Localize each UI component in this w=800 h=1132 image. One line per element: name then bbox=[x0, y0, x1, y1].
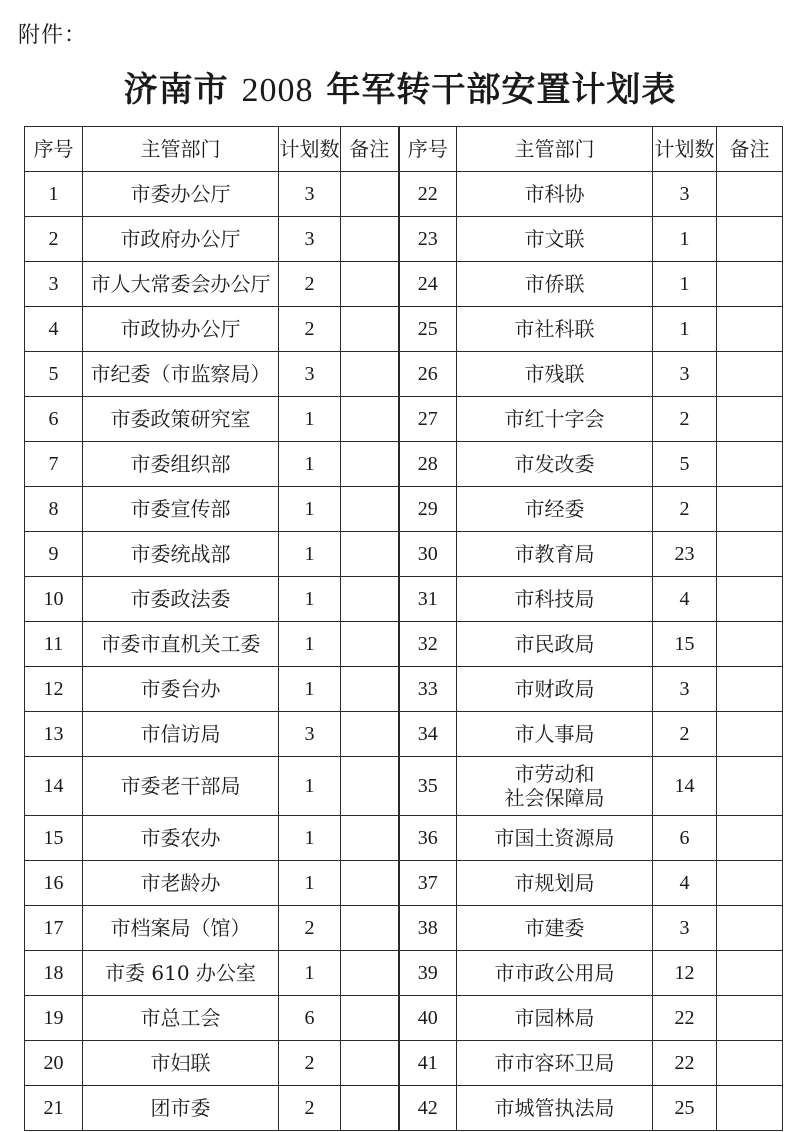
row-seq-right: 38 bbox=[399, 906, 457, 951]
dept-line: 社会保障局 bbox=[504, 786, 605, 810]
row-plan-right: 23 bbox=[653, 532, 717, 577]
row-plan-left: 2 bbox=[279, 262, 341, 307]
row-plan-left: 1 bbox=[279, 861, 341, 906]
table-row bbox=[25, 996, 783, 1041]
row-note-left bbox=[341, 172, 399, 217]
dept-line: 市劳动和 bbox=[514, 762, 595, 786]
row-dept-right: 市市政公用局 bbox=[457, 951, 653, 996]
col-header-note-right: 备注 bbox=[717, 127, 783, 172]
row-plan-right: 14 bbox=[653, 757, 717, 816]
row-dept-left: 市政协办公厅 bbox=[83, 307, 279, 352]
table-row bbox=[25, 352, 783, 397]
row-note-right bbox=[717, 906, 783, 951]
row-plan-left: 3 bbox=[279, 352, 341, 397]
table-row bbox=[25, 397, 783, 442]
table-row bbox=[25, 262, 783, 307]
row-note-right bbox=[717, 712, 783, 757]
row-seq-right: 33 bbox=[399, 667, 457, 712]
row-plan-left: 2 bbox=[279, 906, 341, 951]
row-plan-right: 3 bbox=[653, 172, 717, 217]
row-seq-left: 13 bbox=[25, 712, 83, 757]
title-year: 2008 bbox=[241, 72, 314, 109]
row-dept-right: 市社科联 bbox=[457, 307, 653, 352]
row-seq-right: 36 bbox=[399, 816, 457, 861]
col-header-plan-right: 计划数 bbox=[653, 127, 717, 172]
row-note-right bbox=[717, 951, 783, 996]
row-seq-left: 5 bbox=[25, 352, 83, 397]
row-note-left bbox=[341, 1086, 399, 1131]
row-dept-right: 市教育局 bbox=[457, 532, 653, 577]
row-plan-right: 1 bbox=[653, 217, 717, 262]
row-seq-right: 23 bbox=[399, 217, 457, 262]
row-note-right bbox=[717, 861, 783, 906]
row-dept-right: 市残联 bbox=[457, 352, 653, 397]
row-note-right bbox=[717, 352, 783, 397]
row-seq-left: 16 bbox=[25, 861, 83, 906]
row-note-left bbox=[341, 667, 399, 712]
row-seq-right: 34 bbox=[399, 712, 457, 757]
row-dept-left: 市老龄办 bbox=[83, 861, 279, 906]
row-note-left bbox=[341, 622, 399, 667]
row-dept-left: 市妇联 bbox=[83, 1041, 279, 1086]
row-plan-left: 2 bbox=[279, 1086, 341, 1131]
row-note-right bbox=[717, 622, 783, 667]
row-plan-right: 2 bbox=[653, 397, 717, 442]
row-dept-left: 市信访局 bbox=[83, 712, 279, 757]
row-seq-right: 30 bbox=[399, 532, 457, 577]
row-dept-left: 市委宣传部 bbox=[83, 487, 279, 532]
table-row bbox=[25, 622, 783, 667]
table-row bbox=[25, 217, 783, 262]
row-note-right bbox=[717, 442, 783, 487]
row-dept-left: 市委政策研究室 bbox=[83, 397, 279, 442]
row-note-right bbox=[717, 307, 783, 352]
row-dept-right: 市文联 bbox=[457, 217, 653, 262]
row-seq-left: 19 bbox=[25, 996, 83, 1041]
row-plan-right: 3 bbox=[653, 667, 717, 712]
row-plan-left: 3 bbox=[279, 712, 341, 757]
row-seq-right: 22 bbox=[399, 172, 457, 217]
row-plan-right: 4 bbox=[653, 577, 717, 622]
row-plan-right: 5 bbox=[653, 442, 717, 487]
table-row bbox=[25, 577, 783, 622]
table-row bbox=[25, 712, 783, 757]
row-seq-right: 35 bbox=[399, 757, 457, 816]
col-header-plan: 计划数 bbox=[279, 127, 341, 172]
row-seq-right: 37 bbox=[399, 861, 457, 906]
row-note-left bbox=[341, 532, 399, 577]
title-suffix: 年军转干部安置计划表 bbox=[326, 70, 677, 110]
row-note-right bbox=[717, 262, 783, 307]
row-plan-right: 6 bbox=[653, 816, 717, 861]
table-row bbox=[25, 442, 783, 487]
row-dept-left: 市委市直机关工委 bbox=[83, 622, 279, 667]
table-row bbox=[25, 307, 783, 352]
row-seq-left: 11 bbox=[25, 622, 83, 667]
row-plan-left: 6 bbox=[279, 996, 341, 1041]
table-row bbox=[25, 906, 783, 951]
row-dept-right: 市红十字会 bbox=[457, 397, 653, 442]
row-seq-right: 28 bbox=[399, 442, 457, 487]
row-seq-left: 14 bbox=[25, 757, 83, 816]
row-seq-left: 9 bbox=[25, 532, 83, 577]
row-plan-right: 12 bbox=[653, 951, 717, 996]
row-plan-left: 1 bbox=[279, 397, 341, 442]
row-plan-left: 1 bbox=[279, 442, 341, 487]
row-plan-right: 2 bbox=[653, 487, 717, 532]
row-dept-right: 市科技局 bbox=[457, 577, 653, 622]
row-seq-left: 21 bbox=[25, 1086, 83, 1131]
row-seq-left: 7 bbox=[25, 442, 83, 487]
row-note-right bbox=[717, 1086, 783, 1131]
row-dept-left: 市委老干部局 bbox=[83, 757, 279, 816]
row-seq-right: 27 bbox=[399, 397, 457, 442]
row-dept-left: 市委农办 bbox=[83, 816, 279, 861]
table-row bbox=[25, 172, 783, 217]
row-note-right bbox=[717, 757, 783, 816]
row-seq-left: 12 bbox=[25, 667, 83, 712]
row-dept-left: 市委政法委 bbox=[83, 577, 279, 622]
row-dept-left: 市总工会 bbox=[83, 996, 279, 1041]
row-plan-right: 3 bbox=[653, 352, 717, 397]
row-seq-right: 40 bbox=[399, 996, 457, 1041]
row-note-right bbox=[717, 532, 783, 577]
row-dept-left: 市人大常委会办公厅 bbox=[83, 262, 279, 307]
row-dept-right: 市建委 bbox=[457, 906, 653, 951]
row-plan-right: 1 bbox=[653, 262, 717, 307]
row-note-left bbox=[341, 906, 399, 951]
col-header-dept: 主管部门 bbox=[83, 127, 279, 172]
row-note-left bbox=[341, 217, 399, 262]
col-header-dept-right: 主管部门 bbox=[457, 127, 653, 172]
table-row bbox=[25, 1041, 783, 1086]
row-seq-left: 20 bbox=[25, 1041, 83, 1086]
row-dept-right: 市园林局 bbox=[457, 996, 653, 1041]
row-plan-left: 1 bbox=[279, 532, 341, 577]
col-header-seq-right: 序号 bbox=[399, 127, 457, 172]
row-note-left bbox=[341, 487, 399, 532]
row-seq-left: 6 bbox=[25, 397, 83, 442]
row-note-right bbox=[717, 217, 783, 262]
title-prefix: 济南市 bbox=[123, 70, 229, 110]
col-header-note: 备注 bbox=[341, 127, 399, 172]
row-seq-left: 18 bbox=[25, 951, 83, 996]
row-dept-right: 市经委 bbox=[457, 487, 653, 532]
row-plan-right: 25 bbox=[653, 1086, 717, 1131]
row-dept-right: 市规划局 bbox=[457, 861, 653, 906]
table-row bbox=[25, 532, 783, 577]
row-plan-right: 3 bbox=[653, 906, 717, 951]
row-seq-right: 29 bbox=[399, 487, 457, 532]
row-seq-right: 39 bbox=[399, 951, 457, 996]
row-note-left bbox=[341, 397, 399, 442]
row-seq-left: 1 bbox=[25, 172, 83, 217]
row-note-left bbox=[341, 1041, 399, 1086]
row-plan-right: 15 bbox=[653, 622, 717, 667]
row-dept-right: 市发改委 bbox=[457, 442, 653, 487]
row-seq-right: 31 bbox=[399, 577, 457, 622]
row-dept-left: 市档案局（馆） bbox=[83, 906, 279, 951]
row-note-right bbox=[717, 172, 783, 217]
row-plan-right: 22 bbox=[653, 1041, 717, 1086]
row-note-left bbox=[341, 757, 399, 816]
row-dept-left: 团市委 bbox=[83, 1086, 279, 1131]
col-header-seq: 序号 bbox=[25, 127, 83, 172]
row-plan-left: 3 bbox=[279, 217, 341, 262]
row-dept-left: 市委办公厅 bbox=[83, 172, 279, 217]
row-note-left bbox=[341, 352, 399, 397]
row-dept-left: 市政府办公厅 bbox=[83, 217, 279, 262]
row-plan-right: 4 bbox=[653, 861, 717, 906]
row-plan-left: 1 bbox=[279, 577, 341, 622]
row-dept-right: 市侨联 bbox=[457, 262, 653, 307]
row-seq-left: 3 bbox=[25, 262, 83, 307]
row-note-right bbox=[717, 996, 783, 1041]
row-dept-right: 市财政局 bbox=[457, 667, 653, 712]
row-note-right bbox=[717, 667, 783, 712]
row-note-right bbox=[717, 1041, 783, 1086]
row-plan-left: 2 bbox=[279, 1041, 341, 1086]
row-dept-right bbox=[457, 757, 653, 816]
row-dept-right: 市市容环卫局 bbox=[457, 1041, 653, 1086]
row-plan-right: 1 bbox=[653, 307, 717, 352]
table-row bbox=[25, 487, 783, 532]
row-seq-left: 10 bbox=[25, 577, 83, 622]
table-row bbox=[25, 1086, 783, 1131]
row-plan-left: 1 bbox=[279, 622, 341, 667]
row-plan-left: 3 bbox=[279, 172, 341, 217]
row-note-left bbox=[341, 307, 399, 352]
row-seq-left: 8 bbox=[25, 487, 83, 532]
row-note-left bbox=[341, 577, 399, 622]
row-plan-left: 1 bbox=[279, 951, 341, 996]
row-dept-left: 市委 610 办公室 bbox=[83, 951, 279, 996]
row-seq-left: 15 bbox=[25, 816, 83, 861]
attachment-label: 附件： bbox=[18, 23, 88, 48]
row-dept-left: 市纪委（市监察局） bbox=[83, 352, 279, 397]
row-note-left bbox=[341, 951, 399, 996]
header-row bbox=[25, 127, 783, 172]
row-plan-left: 1 bbox=[279, 757, 341, 816]
row-note-right bbox=[717, 816, 783, 861]
row-note-right bbox=[717, 577, 783, 622]
row-plan-right: 22 bbox=[653, 996, 717, 1041]
row-dept-left: 市委组织部 bbox=[83, 442, 279, 487]
row-dept-right: 市人事局 bbox=[457, 712, 653, 757]
row-seq-left: 2 bbox=[25, 217, 83, 262]
row-dept-left: 市委台办 bbox=[83, 667, 279, 712]
row-seq-left: 17 bbox=[25, 906, 83, 951]
row-seq-right: 26 bbox=[399, 352, 457, 397]
row-note-left bbox=[341, 712, 399, 757]
row-note-right bbox=[717, 487, 783, 532]
row-plan-left: 1 bbox=[279, 816, 341, 861]
row-seq-right: 41 bbox=[399, 1041, 457, 1086]
row-note-left bbox=[341, 996, 399, 1041]
table-row bbox=[25, 667, 783, 712]
row-dept-right: 市城管执法局 bbox=[457, 1086, 653, 1131]
table-row bbox=[25, 861, 783, 906]
row-note-right bbox=[717, 397, 783, 442]
row-plan-left: 2 bbox=[279, 307, 341, 352]
row-seq-right: 24 bbox=[399, 262, 457, 307]
row-seq-left: 4 bbox=[25, 307, 83, 352]
row-seq-right: 32 bbox=[399, 622, 457, 667]
table-row bbox=[25, 951, 783, 996]
row-dept-right: 市国土资源局 bbox=[457, 816, 653, 861]
table-row bbox=[25, 757, 783, 816]
row-plan-left: 1 bbox=[279, 487, 341, 532]
table-row bbox=[25, 816, 783, 861]
row-note-left bbox=[341, 816, 399, 861]
row-note-left bbox=[341, 442, 399, 487]
row-seq-right: 42 bbox=[399, 1086, 457, 1131]
row-dept-right: 市科协 bbox=[457, 172, 653, 217]
row-note-left bbox=[341, 262, 399, 307]
resettlement-plan-table bbox=[24, 126, 783, 1131]
page-title bbox=[0, 62, 800, 111]
row-note-left bbox=[341, 861, 399, 906]
row-plan-left: 1 bbox=[279, 667, 341, 712]
row-plan-right: 2 bbox=[653, 712, 717, 757]
row-dept-right: 市民政局 bbox=[457, 622, 653, 667]
row-seq-right: 25 bbox=[399, 307, 457, 352]
row-dept-left: 市委统战部 bbox=[83, 532, 279, 577]
